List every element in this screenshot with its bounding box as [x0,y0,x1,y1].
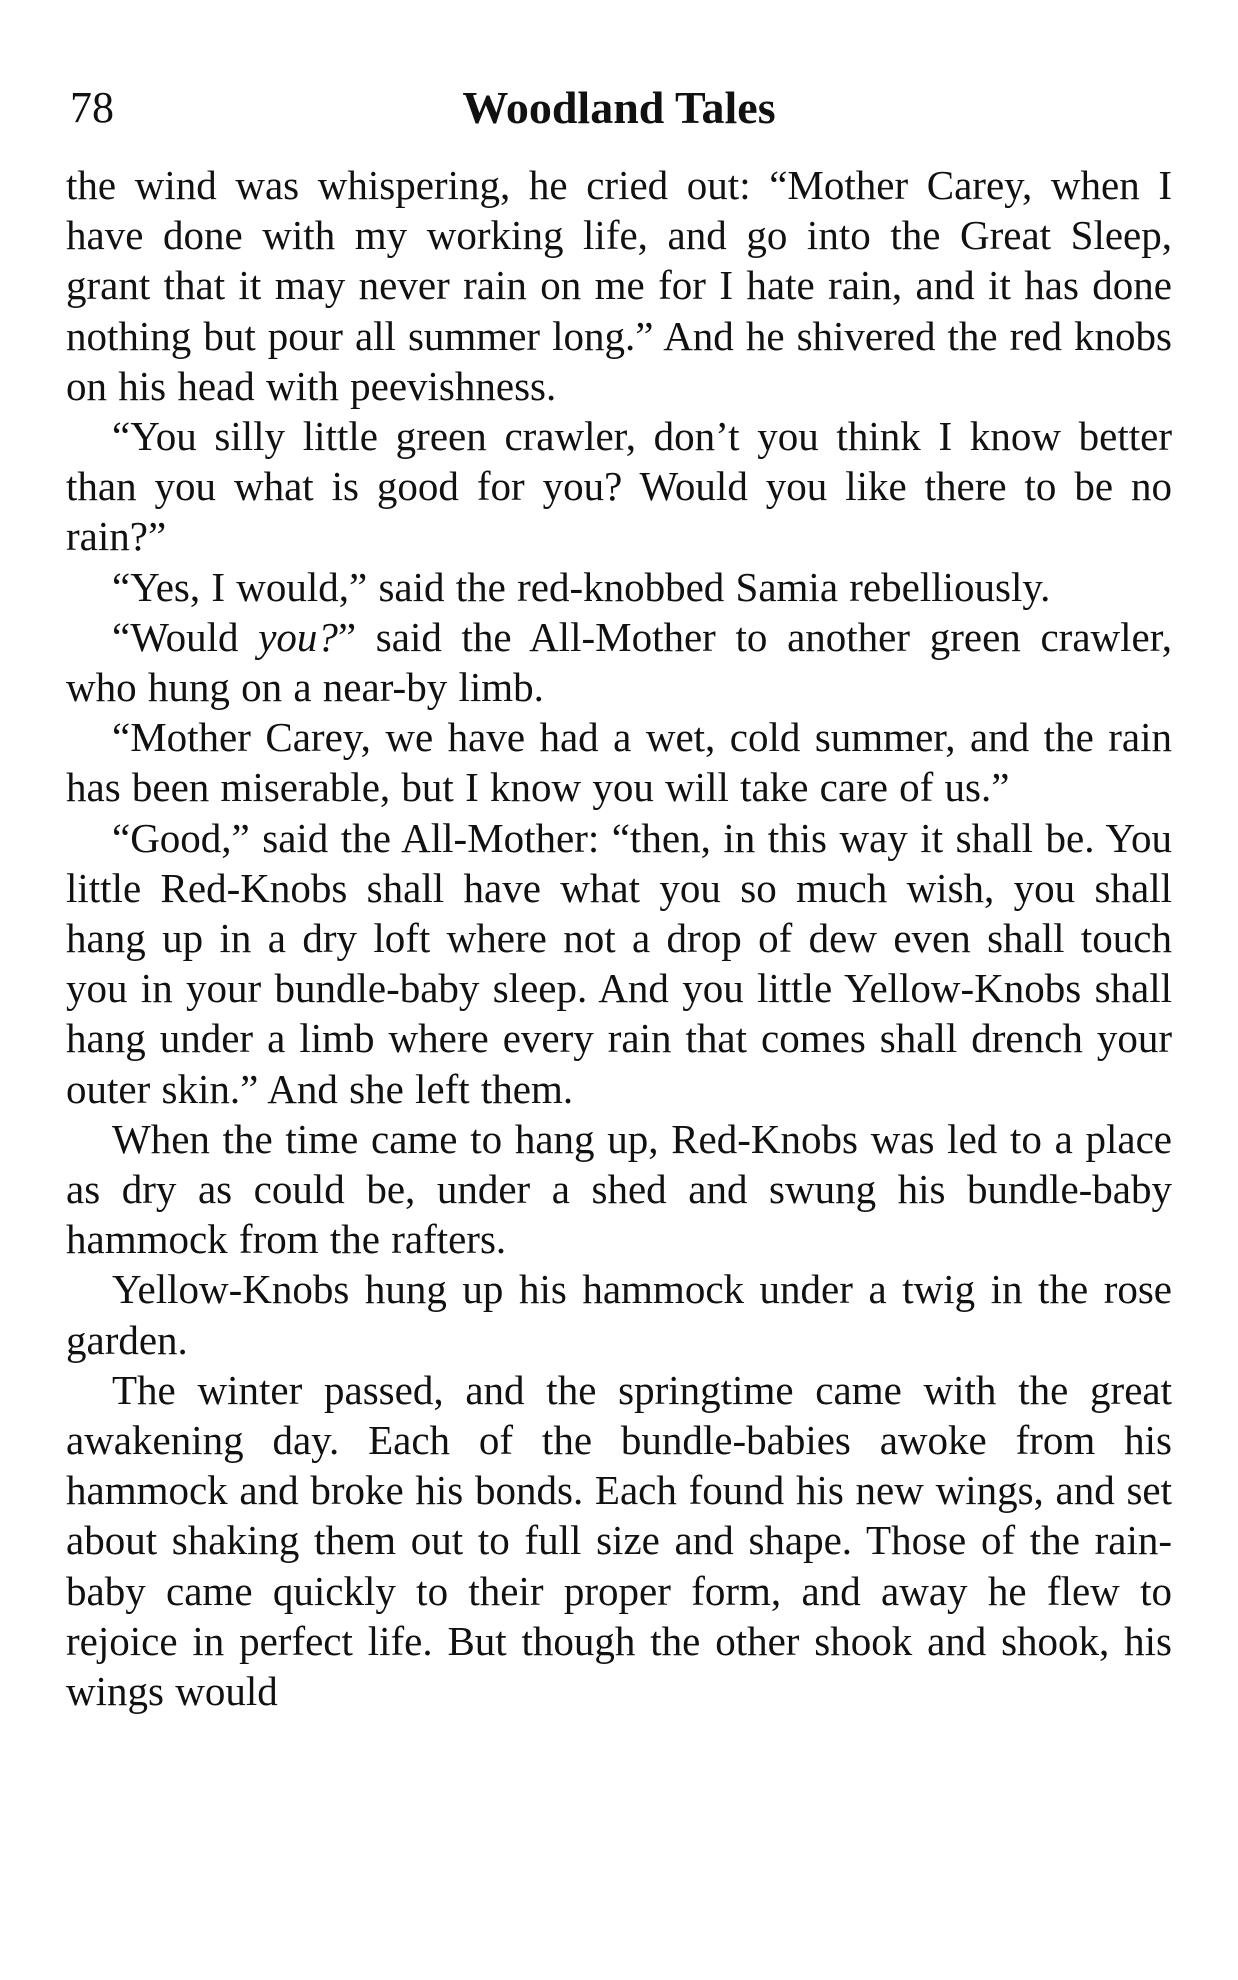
body-text [66,160,1172,1716]
paragraph-3: “Yes, I would,” said the red-knobbed Samia rebelliously. [112,563,1051,610]
paragraph-2: “You silly little green crawler, don’t you think I know better than you what is good for you? Would you like there to be no rain?” [66,413,1172,560]
paragraph-4 [66,612,1172,712]
paragraph-7: When the time came to hang up, Red-Knobs was led to a place as dry as could be, under a shed and swung his bundle-baby hammock from the rafters. [66,1115,1172,1263]
page-number: 78 [70,83,114,132]
paragraph-6: “Good,” said the All-Mother: “then, in this way it shall be. You little Red-Knobs shall have what you so much wish, you shall hang up in a dry loft where not a drop of dew even shall touch you in your bundle-baby sleep. And you little Yellow-Knobs shall hang under a limb where every rain that comes shall drench your outer skin.” And she left them. [66,814,1172,1112]
paragraph-1: the wind was whispering, he cried out: “Mother Carey, when I have done with my working life, and go into the Great Sleep, grant that it may never rain on me for I hate rain, and it has done nothing but pour all summer long.” And he shivered the red knobs on his head with peevishness. [66,162,1172,409]
paragraph-4-emphasis: you? [258,613,338,660]
paragraph-9: The winter passed, and the springtime came with the great awakening day. Each of the bundle-babies awoke from his hammock and broke his bonds. Each found his new wings, and set about shaking them out to full size and shape. Those of the rain-baby came quickly to their proper form, and away he flew to rejoice in perfect life. But though the other shook and shook, his wings would [66,1366,1172,1715]
paragraph-4-lead: “Would [112,613,259,660]
page-header [66,78,1172,138]
paragraph-5: “Mother Carey, we have had a wet, cold summer, and the rain has been miserable, but I know you will take care of us.” [66,714,1172,811]
paragraph-8: Yellow-Knobs hung up his hammock under a twig in the rose garden. [66,1266,1172,1363]
running-title: Woodland Tales [462,82,776,133]
paragraph-4-rest: ” said the All-Mother to another green crawler, who hung on a near-by limb. [66,613,1172,711]
